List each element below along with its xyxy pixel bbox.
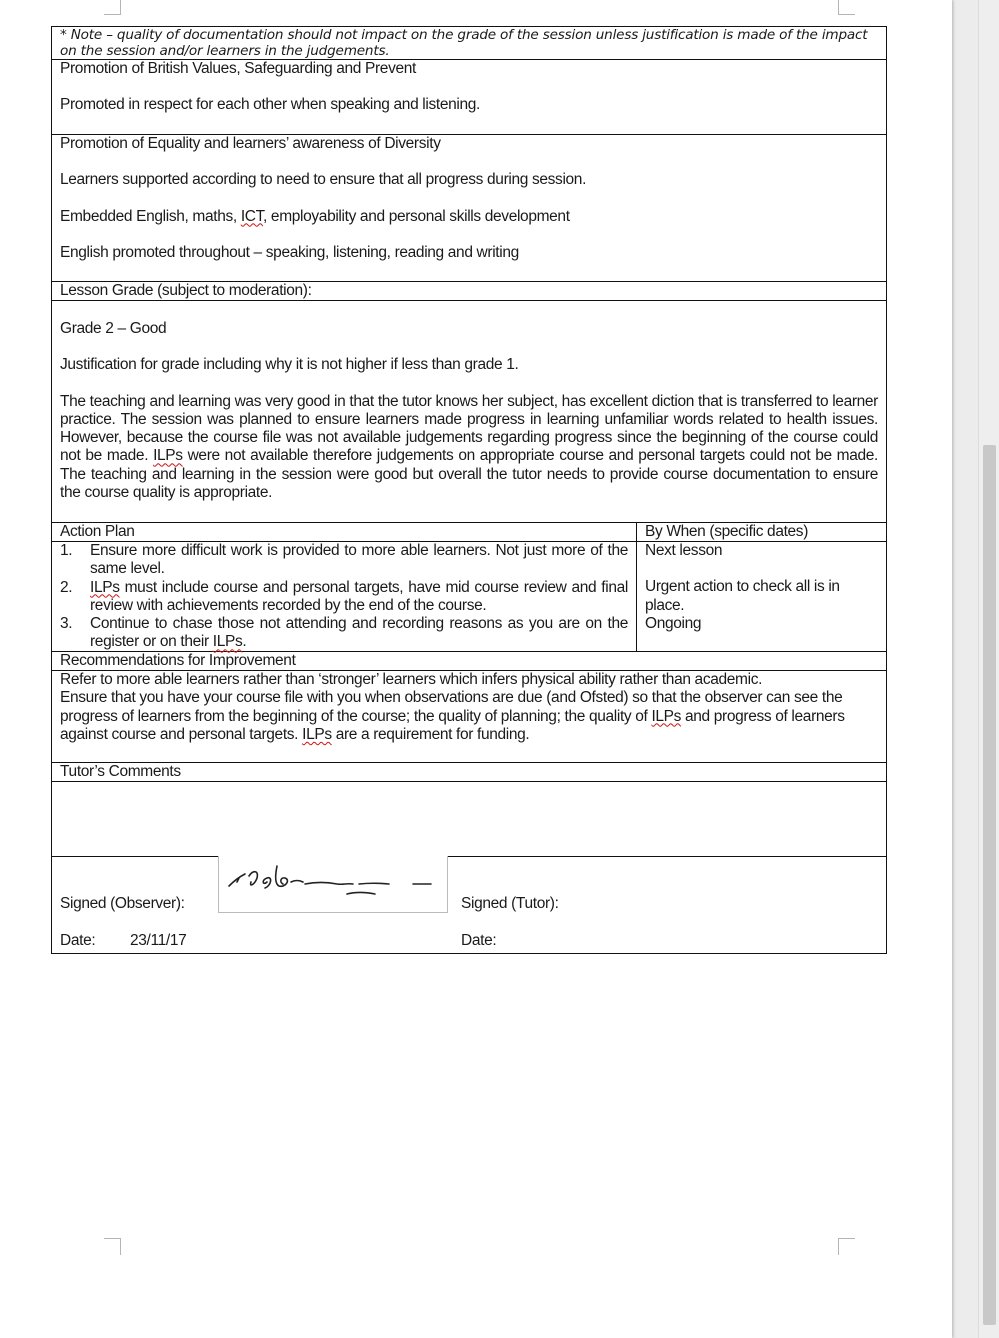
spellcheck-word: ILPs [302,725,332,743]
by-when-heading: By When (specific dates) [645,523,809,540]
section-heading: Recommendations for Improvement [60,652,296,669]
handwritten-signature-icon [219,856,447,912]
grade-section[interactable] [51,301,887,523]
crop-mark [104,0,121,15]
equality-section[interactable] [51,135,887,282]
vertical-scrollbar[interactable] [978,0,999,1338]
spellcheck-word: ILPs [651,707,682,725]
section-heading: Promotion of Equality and learners’ awareness of Diversity [60,135,441,152]
action-plan-heading: Action Plan [60,523,135,540]
recommendation-text: Refer to more able learners rather than ‘stronger’ learners which infers physical ability rather than academic. [60,671,763,688]
section-heading: Tutor’s Comments [60,763,181,780]
justification-label: Justification for grade including why it is not higher if less than grade 1. [60,356,519,374]
tutor-signed-label: Signed (Tutor): [461,895,559,912]
signature-section [51,857,887,954]
action-item: 1. Ensure more difficult work is provided to more able learners. Not just more of the same level. [60,542,628,578]
action-list [60,542,628,652]
recommendation-text: Ensure that you have your course file with you when observations are due (and Ofsted) so that the observer can see the progress of learners from the beginning of the course; the quality of planning; the quality of ILPs and progress of learners against course and personal targets. ILPs are a requirement for funding. [60,689,845,743]
observation-form [51,26,887,954]
when-item: Urgent action to check all is in place. [645,578,840,614]
section-heading: Promotion of British Values, Safeguarding and Prevent [60,60,416,77]
tutor-comments-heading-row [51,763,887,782]
action-plan-header [51,523,887,542]
section-text: Promoted in respect for each other when speaking and listening. [60,96,480,114]
action-item: 2. ILPs must include course and personal targets, have mid course review and final review with achievements recorded by the end of the course. [60,578,628,614]
scrollbar-thumb[interactable] [983,445,996,1325]
grade-value: Grade 2 – Good [60,320,167,337]
when-item: Ongoing [645,614,702,632]
section-text: English promoted throughout – speaking, listening, reading and writing [60,243,519,261]
when-item: Next lesson [645,542,723,559]
action-item: 3. Continue to chase those not attending and recording reasons as you are on the register or on their ILPs. [60,615,628,651]
observer-signature-image [218,856,448,913]
british-values-section[interactable] [51,60,887,135]
grade-justification: The teaching and learning was very good in that the tutor knows her subject, has excellent diction that is transferred to learner practice. The session was planned to ensure learners made progress in learning unfamiliar words related to health issues. However, because the course file was not available judgements regarding progress since the beginning of the course could not be made. ILPs were not available therefore judgements on appropriate course and personal targets could not be made. The teaching and learning in the session were good but overall the tutor needs to provide course documentation to ensure the course quality is appropriate. [60,392,878,502]
section-text: Learners supported according to need to ensure that all progress during session. [60,171,587,189]
tutor-comments-field[interactable] [51,782,887,857]
action-plan-body[interactable] [51,542,887,652]
crop-mark [838,0,855,15]
spellcheck-word: ILPs [153,447,183,465]
grade-heading-row [51,282,887,301]
note-text: * Note – quality of documentation should not impact on the grade of the session unless justification is made of the impact on the session and/or learners in the judgements. [60,27,868,59]
observer-date-label: Date: [60,932,96,949]
tutor-date-label: Date: [461,932,497,949]
spellcheck-word: ICT [240,207,264,225]
crop-mark [838,1238,855,1255]
section-text: Embedded English, maths, ICT, employability and personal skills development [60,207,570,225]
crop-mark [104,1238,121,1255]
observer-signed-label: Signed (Observer): [60,895,185,912]
observer-date-value: 23/11/17 [130,932,187,949]
documentation-note [51,26,887,60]
recommendations-section[interactable] [51,671,887,763]
section-heading: Lesson Grade (subject to moderation): [60,282,312,299]
spellcheck-word: ILPs [212,633,243,651]
recommendations-heading-row [51,652,887,671]
spellcheck-word: ILPs [90,578,120,596]
